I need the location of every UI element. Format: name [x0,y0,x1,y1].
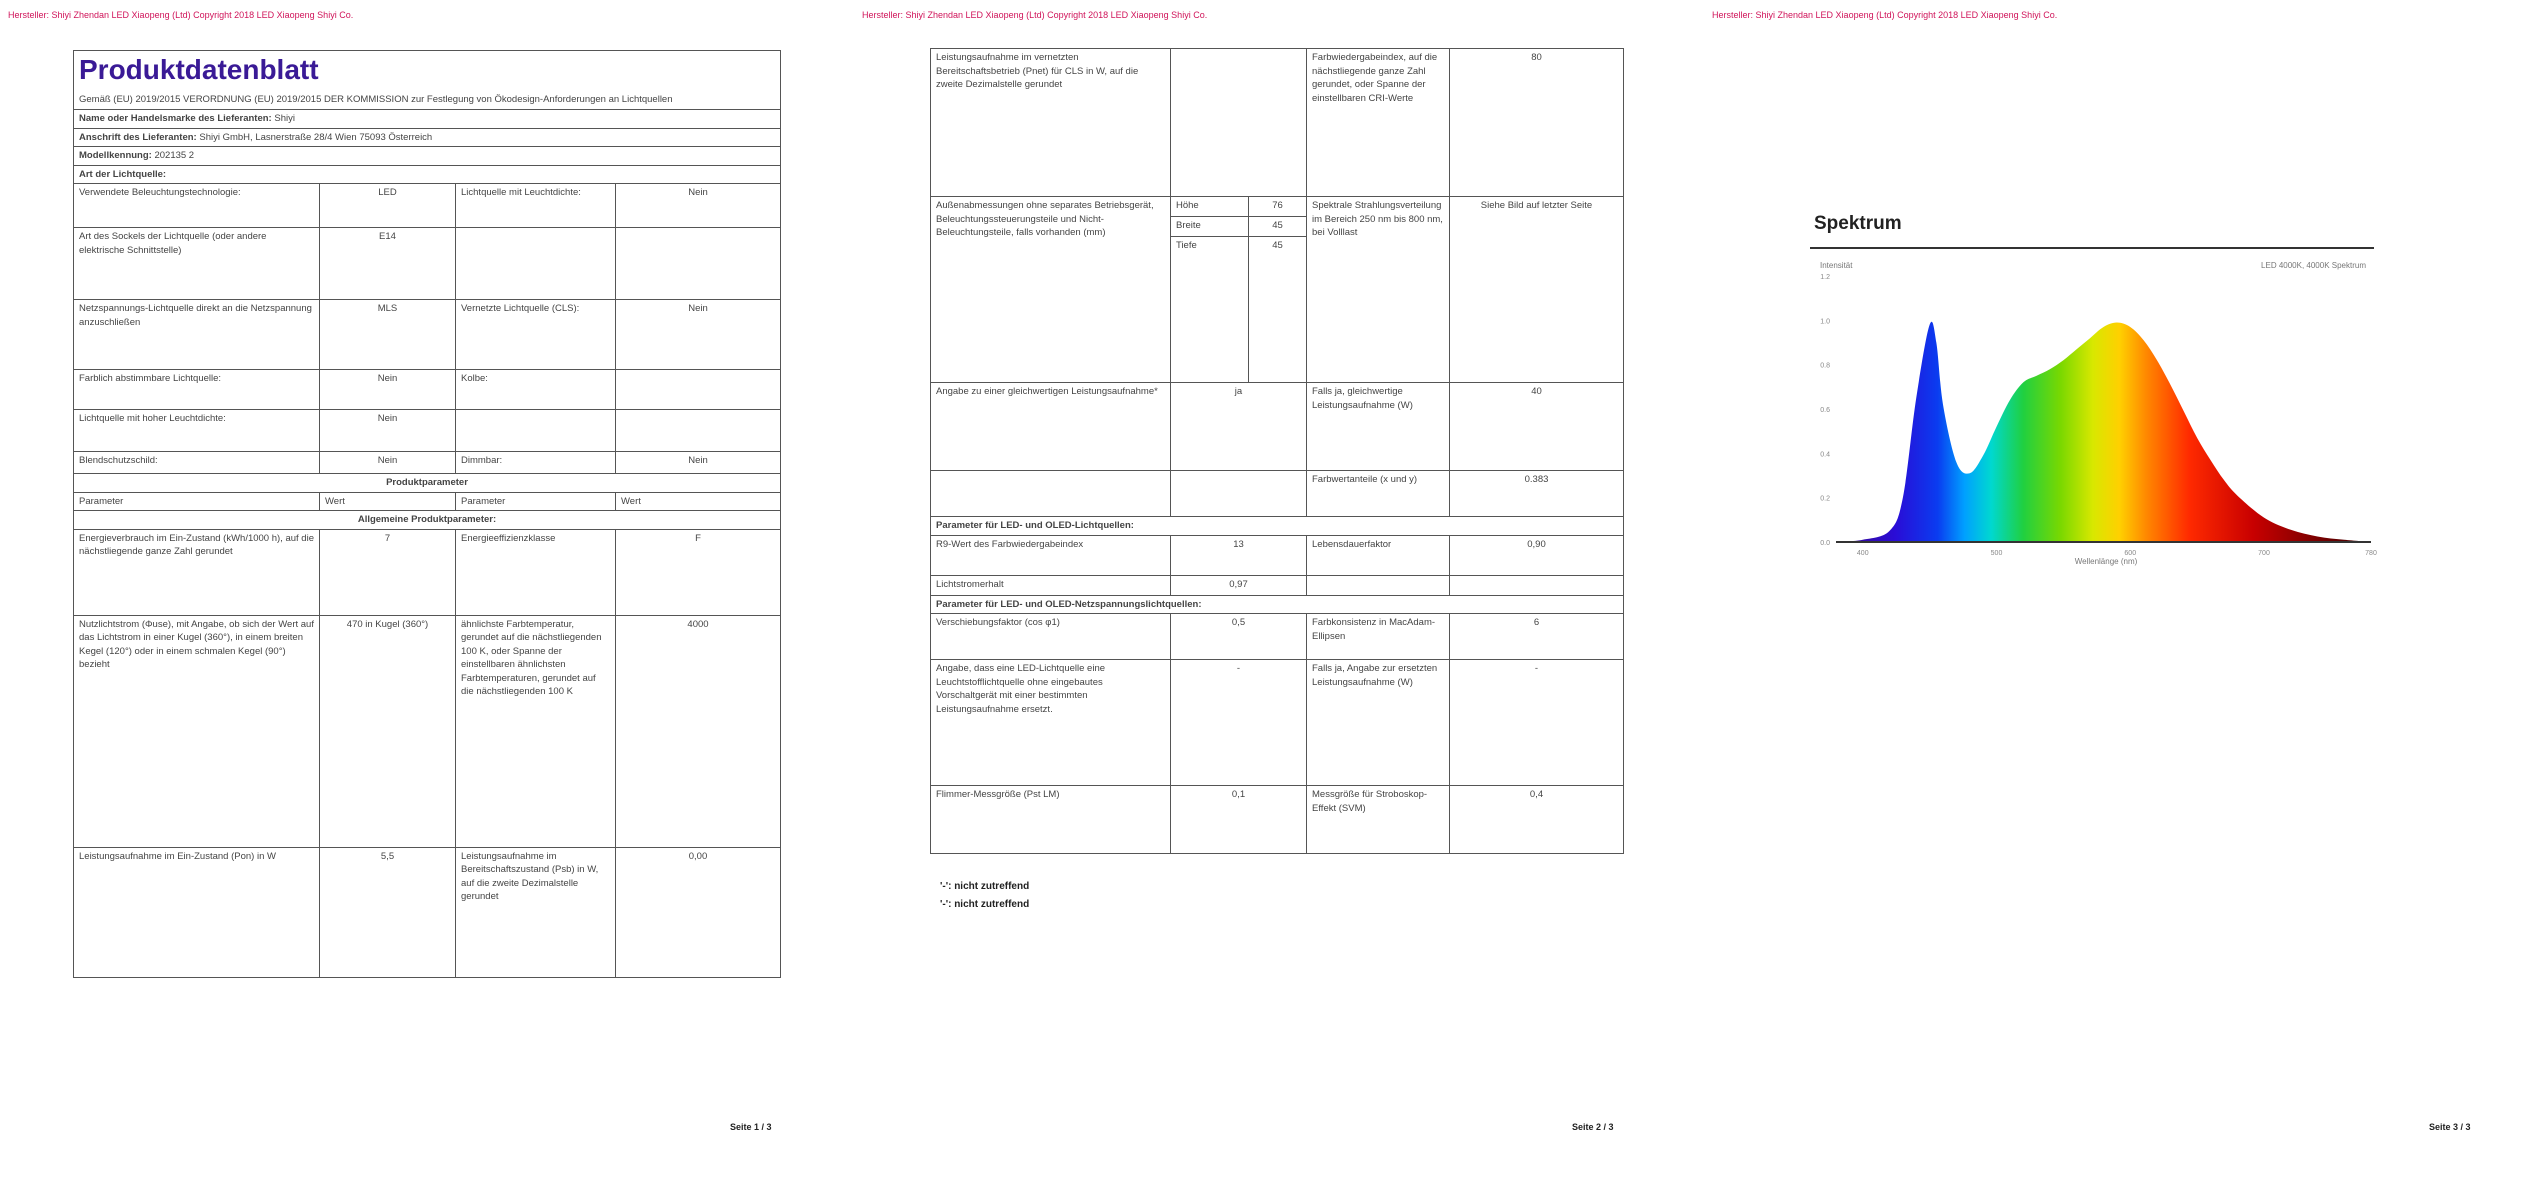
title-cell [74,51,781,110]
table-cell: Lichtquelle mit hoher Leuchtdichte: [74,410,320,452]
footnote: '-': nicht zutreffend [940,899,1030,910]
title-divider [1810,247,2374,249]
table-cell: R9-Wert des Farbwiedergabeindex [931,535,1171,575]
table-cell: - [1171,660,1307,786]
table-cell: 4000 [616,615,781,847]
section-led-params: Parameter für LED- und OLED-Lichtquellen: [931,517,1624,536]
x-axis-label: Wellenlänge (nm) [2074,557,2138,566]
table-cell: Leistungsaufnahme im Ein-Zustand (Pon) in W [74,847,320,977]
table-cell [1171,49,1307,197]
table-cell: Farbwertanteile (x und y) [1307,471,1450,517]
table-cell: 80 [1450,49,1624,197]
table-cell: Vernetzte Lichtquelle (CLS): [456,300,616,370]
x-axis [1857,550,2377,557]
page-number: Seite 3 / 3 [2429,1122,2471,1132]
table-cell: 0,97 [1171,575,1307,595]
table-cell: Nein [320,452,456,474]
dimension-value: 76 [1249,197,1307,217]
column-header: Wert [616,492,781,511]
footnote: '-': nicht zutreffend [940,881,1030,892]
column-header: Parameter [456,492,616,511]
table-cell: Kolbe: [456,370,616,410]
y-tick-label: 0.0 [1820,540,1830,547]
table-cell: Art des Sockels der Lichtquelle (oder andere elektrische Schnittstelle) [74,228,320,300]
table-cell: Farbwiedergabeindex, auf die nächstliegende ganze Zahl gerundet, oder Spanne der einstellbaren CRI-Werte [1307,49,1450,197]
y-tick-label: 0.6 [1820,407,1830,414]
table-cell: Farbkonsistenz in MacAdam-Ellipsen [1307,614,1450,660]
column-header: Wert [320,492,456,511]
supplier-address-row: Anschrift des Lieferanten: Shiyi GmbH, Lasnerstraße 28/4 Wien 75093 Österreich [74,128,781,147]
unit-label: Intensität [1820,261,1853,270]
table-cell: Dimmbar: [456,452,616,474]
footnotes [940,878,1029,914]
table-cell: Nein [616,300,781,370]
table-cell: ähnlichste Farbtemperatur, gerundet auf die nächstliegenden 100 K, oder Spanne der einstellbaren ähnlichsten Farbtemperaturen, gerundet auf die nächstliegenden 100 K [456,615,616,847]
table-cell: ja [1171,383,1307,471]
spectrum-title: Spektrum [1814,213,1902,234]
product-data-table [73,50,781,978]
document-page-2 [847,0,1694,1200]
table-cell: E14 [320,228,456,300]
table-cell: Spektrale Strahlungsverteilung im Bereich 250 nm bis 800 nm, bei Volllast [1307,197,1450,383]
table-cell: LED [320,184,456,228]
table-cell: - [1450,660,1624,786]
x-tick-label: 600 [2124,550,2137,557]
table-cell: Nein [616,452,781,474]
legend-label: LED 4000K, 4000K Spektrum [2261,261,2366,270]
table-cell [931,471,1171,517]
page-header: Hersteller: Shiyi Zhendan LED Xiaopeng (Ltd) Copyright 2018 LED Xiaopeng Shiyi Co. [1712,10,2058,20]
table-cell: Lichtstromerhalt [931,575,1171,595]
y-tick-label: 0.8 [1820,362,1830,370]
page-number: Seite 1 / 3 [730,1122,772,1132]
spectrum-area [1836,322,2371,542]
table-cell: 5,5 [320,847,456,977]
table-cell: F [616,529,781,615]
table-cell: Energieverbrauch im Ein-Zustand (kWh/1000 h), auf die nächstliegende ganze Zahl gerundet [74,529,320,615]
table-cell [616,228,781,300]
table-cell: Blendschutzschild: [74,452,320,474]
table-cell: Angabe zu einer gleichwertigen Leistungsaufnahme* [931,383,1171,471]
table-cell [616,370,781,410]
table-cell: Nein [320,410,456,452]
table-cell: 0,1 [1171,786,1307,854]
document-page-1 [0,0,847,1200]
table-cell: Energieeffizienzklasse [456,529,616,615]
table-cell [1307,575,1450,595]
table-cell: Netzspannungs-Lichtquelle direkt an die Netzspannung anzuschließen [74,300,320,370]
supplier-name-row: Name oder Handelsmarke des Lieferanten: Shiyi [74,110,781,129]
page-header: Hersteller: Shiyi Zhendan LED Xiaopeng (Ltd) Copyright 2018 LED Xiaopeng Shiyi Co. [8,10,354,20]
dimension-label: Tiefe [1171,237,1249,383]
table-cell: Nutzlichtstrom (Φuse), mit Angabe, ob sich der Wert auf das Lichtstrom in einer Kugel (360°), in einem breiten Kegel (120°) oder in einem schmalen Kegel (90°) bezieht [74,615,320,847]
table-cell: 0,5 [1171,614,1307,660]
dimension-value: 45 [1249,217,1307,237]
table-cell: Leistungsaufnahme im vernetzten Bereitschaftsbetrieb (Pnet) für CLS in W, auf die zweite Dezimalstelle gerundet [931,49,1171,197]
table-cell: MLS [320,300,456,370]
dimension-label: Höhe [1171,197,1249,217]
section-mains-params: Parameter für LED- und OLED-Netzspannungslichtquellen: [931,595,1624,614]
dimension-value: 45 [1249,237,1307,383]
table-cell: Lebensdauerfaktor [1307,535,1450,575]
table-cell: Außenabmessungen ohne separates Betriebsgerät, Beleuchtungssteuerungsteile und Nicht-Beleuchtungsteile, falls vorhanden (mm) [931,197,1171,383]
table-cell: Angabe, dass eine LED-Lichtquelle eine Leuchtstofflichtquelle ohne eingebautes Vorschaltgerät mit einer bestimmten Leistungsaufnahme ersetzt. [931,660,1171,786]
table-cell: 0,00 [616,847,781,977]
page-number: Seite 2 / 3 [1572,1122,1614,1132]
table-cell: Falls ja, gleichwertige Leistungsaufnahme (W) [1307,383,1450,471]
table-cell: Nein [616,184,781,228]
table-cell [456,228,616,300]
table-cell: 40 [1450,383,1624,471]
document-subtitle: Gemäß (EU) 2019/2015 VERORDNUNG (EU) 2019/2015 DER KOMMISSION zur Festlegung von Ökodesign-Anforderungen an Lichtquellen [79,94,673,105]
dimension-label: Breite [1171,217,1249,237]
model-id-row: Modellkennung: 202135 2 [74,147,781,166]
table-cell [456,410,616,452]
table-cell: 0.383 [1450,471,1624,517]
table-cell: Farblich abstimmbare Lichtquelle: [74,370,320,410]
y-tick-label: 0.2 [1820,495,1830,503]
y-tick-label: 1.2 [1820,274,1830,281]
spectrum-chart [1806,252,2386,582]
table-cell: Messgröße für Stroboskop-Effekt (SVM) [1307,786,1450,854]
x-tick-label: 700 [2258,550,2270,557]
table-cell: Lichtquelle mit Leuchtdichte: [456,184,616,228]
x-tick-label: 780 [2365,550,2377,557]
table-cell: Nein [320,370,456,410]
table-cell: Falls ja, Angabe zur ersetzten Leistungsaufnahme (W) [1307,660,1450,786]
y-tick-label: 1.0 [1820,318,1830,326]
section-light-type: Art der Lichtquelle: [74,165,781,184]
document-title: Produktdatenblatt [79,54,319,85]
section-general-params: Allgemeine Produktparameter: [74,511,781,530]
table-cell: Verschiebungsfaktor (cos φ1) [931,614,1171,660]
table-cell: 470 in Kugel (360°) [320,615,456,847]
table-cell [1171,471,1307,517]
table-cell [1450,575,1624,595]
document-page-3 [1694,0,2541,1200]
table-cell [616,410,781,452]
x-tick-label: 500 [1990,550,2003,557]
table-cell: 13 [1171,535,1307,575]
x-tick-label: 400 [1856,550,1869,557]
column-header: Parameter [74,492,320,511]
table-cell: Flimmer-Messgröße (Pst LM) [931,786,1171,854]
y-tick-label: 0.4 [1820,451,1830,459]
table-cell: 7 [320,529,456,615]
table-cell: 6 [1450,614,1624,660]
product-data-table-continued [930,48,1624,854]
table-cell: Siehe Bild auf letzter Seite [1450,197,1624,383]
section-product-params: Produktparameter [74,474,781,493]
table-cell: Verwendete Beleuchtungstechnologie: [74,184,320,228]
table-cell: 0,4 [1450,786,1624,854]
page-header: Hersteller: Shiyi Zhendan LED Xiaopeng (Ltd) Copyright 2018 LED Xiaopeng Shiyi Co. [862,10,1208,20]
y-axis [1820,274,1830,547]
table-cell: Leistungsaufnahme im Bereitschaftszustand (Psb) in W, auf die zweite Dezimalstelle gerundet [456,847,616,977]
table-cell: 0,90 [1450,535,1624,575]
